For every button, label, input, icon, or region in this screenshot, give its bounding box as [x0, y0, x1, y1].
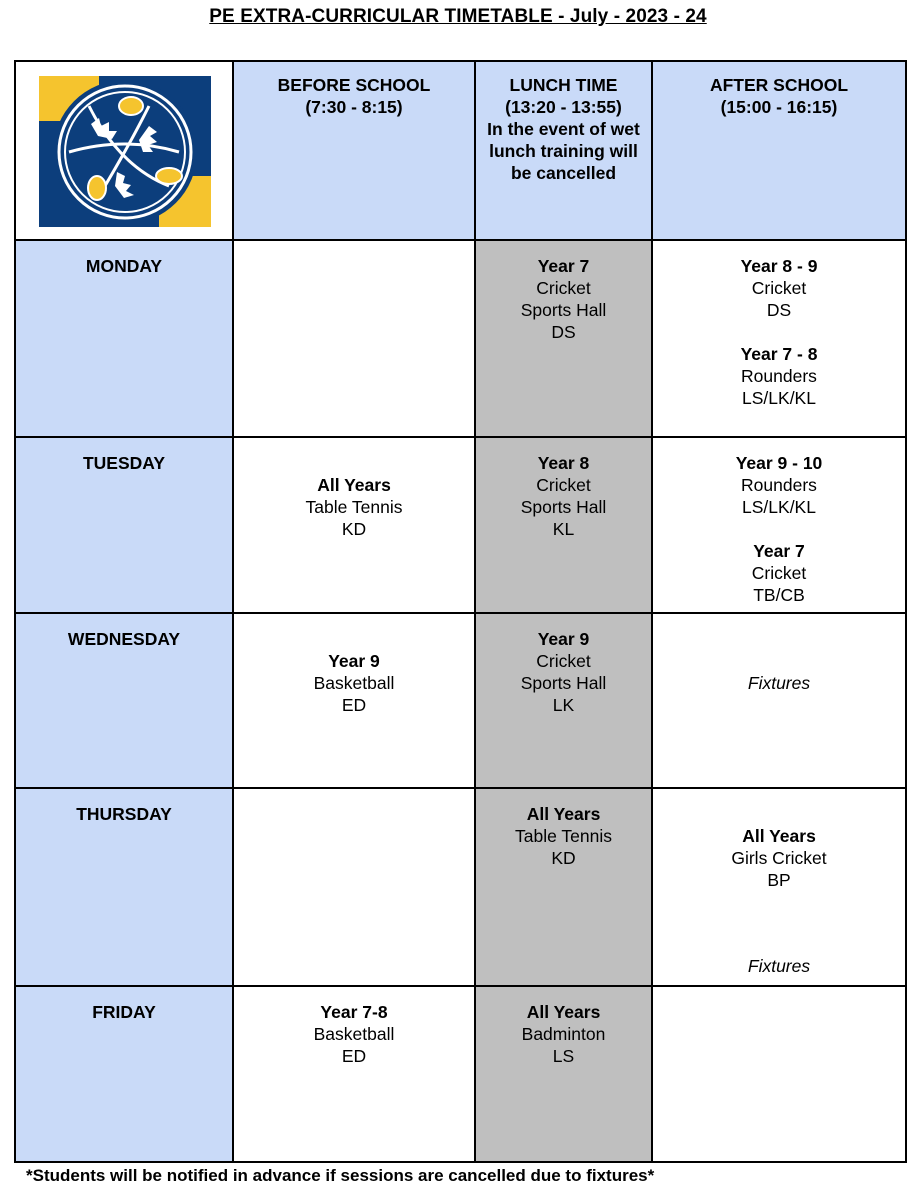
friday-after-cell [652, 986, 906, 1162]
friday-before-cell: Year 7-8 Basketball ED [233, 986, 475, 1162]
thursday-before-cell [233, 788, 475, 986]
thursday-lunch-cell: All Years Table Tennis KD [475, 788, 652, 986]
day-label: WEDNESDAY [15, 613, 233, 788]
wednesday-after-cell [652, 613, 906, 788]
day-label: TUESDAY [15, 437, 233, 613]
wednesday-before-cell: Year 9 Basketball ED [233, 613, 475, 788]
day-label: THURSDAY [15, 788, 233, 986]
day-label: FRIDAY [15, 986, 233, 1162]
header-lunch-time: LUNCH TIME (13:20 - 13:55) In the event of wet lunch training will be cancelled [475, 61, 652, 240]
monday-lunch-cell: Year 7 Cricket Sports Hall DS [475, 240, 652, 437]
header-before-school: BEFORE SCHOOL (7:30 - 8:15) [233, 61, 475, 240]
wednesday-lunch-cell: Year 9 Cricket Sports Hall LK [475, 613, 652, 788]
thursday-after-cell: All Years Girls Cricket BP Fixtures [652, 788, 906, 986]
friday-lunch-cell: All Years Badminton LS [475, 986, 652, 1162]
school-crest-icon [39, 76, 211, 227]
fixtures-note: Fixtures [747, 672, 811, 693]
day-label: MONDAY [15, 240, 233, 437]
row-friday [15, 986, 906, 1162]
monday-after-cell: Year 8 - 9 Cricket DS Year 7 - 8 Rounders LS/LK/KL [652, 240, 906, 437]
row-monday [15, 240, 906, 437]
monday-before-cell [233, 240, 475, 437]
row-tuesday [15, 437, 906, 613]
row-wednesday [15, 613, 906, 788]
tuesday-lunch-cell: Year 8 Cricket Sports Hall KL [475, 437, 652, 613]
timetable [14, 60, 907, 1163]
row-thursday [15, 788, 906, 986]
footnote: *Students will be notified in advance if sessions are cancelled due to fixtures* [26, 1166, 655, 1185]
logo-cell [15, 61, 233, 240]
fixtures-note: Fixtures [747, 956, 811, 976]
tuesday-after-cell: Year 9 - 10 Rounders LS/LK/KL Year 7 Cricket TB/CB [652, 437, 906, 613]
header-row [15, 61, 906, 240]
header-after-school: AFTER SCHOOL (15:00 - 16:15) [652, 61, 906, 240]
page-title: PE EXTRA-CURRICULAR TIMETABLE - July - 2023 - 24 [209, 6, 707, 27]
tuesday-before-cell: All Years Table Tennis KD [233, 437, 475, 613]
